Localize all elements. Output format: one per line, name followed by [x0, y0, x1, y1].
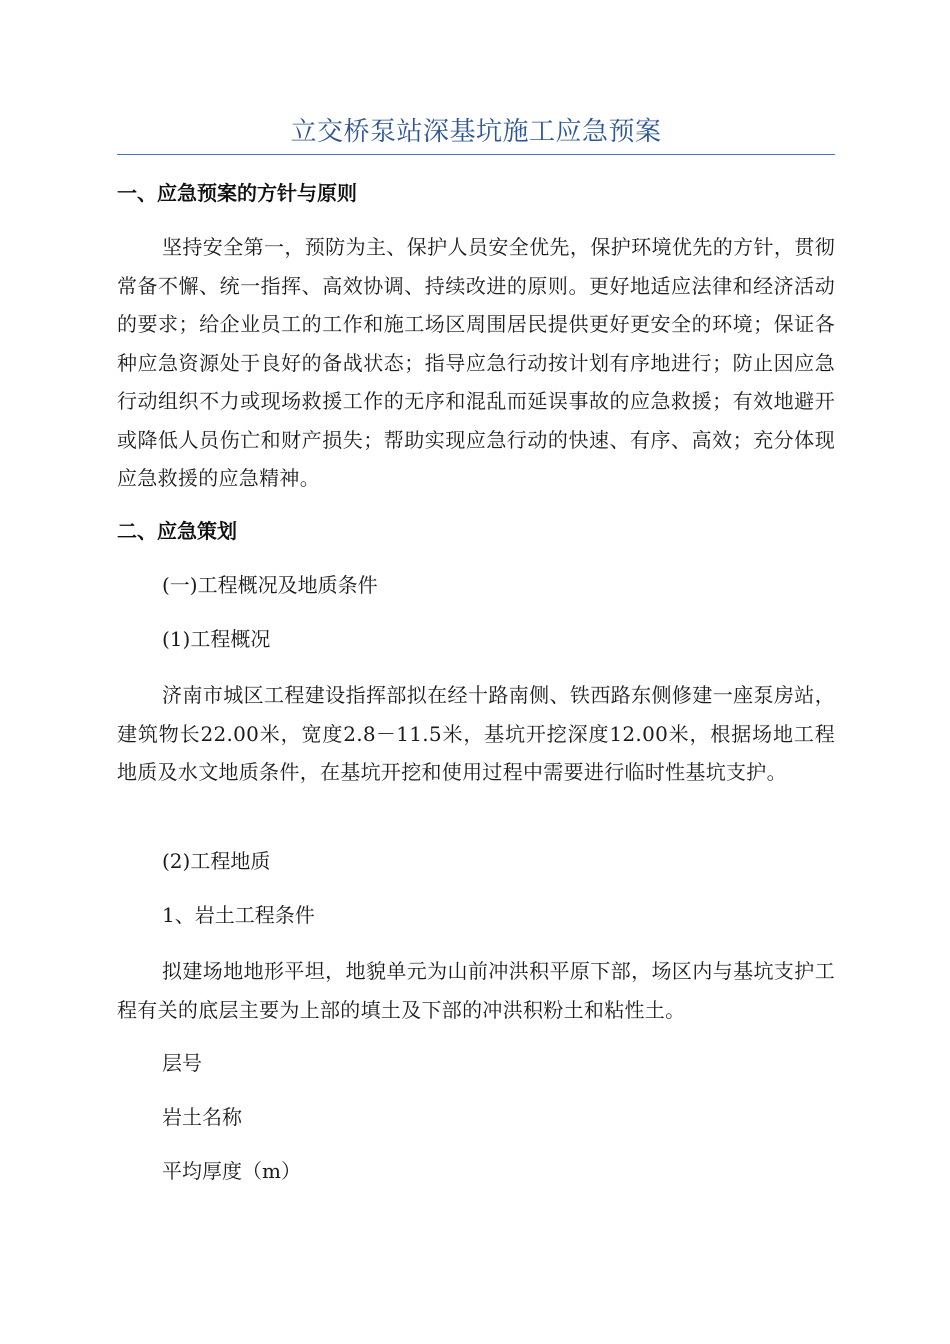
table-header-average-thickness: 平均厚度（m） — [162, 1159, 301, 1183]
principles-paragraph: 坚持安全第一，预防为主、保护人员安全优先，保护环境优先的方针，贯彻常备不懈、统一指挥、高效协调、持续改进的原则。更好地适应法律和经济活动的要求；给企业员工的工作和施工场区周围居民提供更好更安全的环境；保证各种应急资源处于良好的备战状态；指导应急行动按计划有序地进行；防止因应急行动组织不力或现场救援工作的无序和混乱而延误事故的应急救援；有效地避开或降低人员伤亡和财产损失；帮助实现应急行动的快速、有序、高效；充分体现应急救援的应急精神。 — [117, 235, 835, 490]
overview-paragraph: 济南市城区工程建设指挥部拟在经十路南侧、铁西路东侧修建一座泵房站，建筑物长22.00米，宽度2.8－11.5米，基坑开挖深度12.00米，根据场地工程地质及水文地质条件，在基坑开挖和使用过程中需要进行临时性基坑支护。 — [117, 683, 835, 784]
subsection-project-overview: (1)工程概况 — [162, 627, 271, 651]
document-title: 立交桥泵站深基坑施工应急预案 — [290, 117, 662, 147]
title-underline — [117, 154, 835, 155]
table-header-layer-number: 层号 — [162, 1051, 202, 1075]
section-2-heading: 二、应急策划 — [117, 519, 237, 543]
subsection-overview-and-geology: (一)工程概况及地质条件 — [162, 573, 378, 597]
geotechnical-conditions-item: 1、岩土工程条件 — [162, 903, 315, 927]
table-header-soil-name: 岩土名称 — [162, 1105, 242, 1129]
section-1-heading: 一、应急预案的方针与原则 — [117, 181, 357, 205]
geology-paragraph: 拟建场地地形平坦，地貌单元为山前冲洪积平原下部，场区内与基坑支护工程有关的底层主要为上部的填土及下部的冲洪积粉土和粘性土。 — [117, 959, 835, 1022]
subsection-engineering-geology: (2)工程地质 — [162, 849, 271, 873]
